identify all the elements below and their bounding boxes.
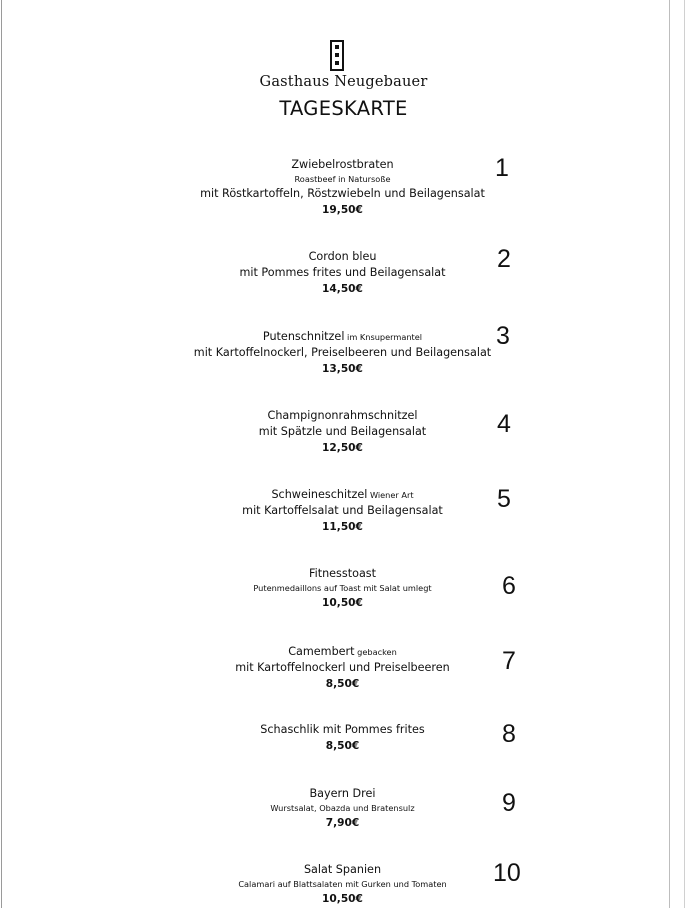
- page-title: TAGESKARTE: [279, 97, 408, 120]
- item-number: 4: [497, 410, 511, 438]
- menu-item-10: [140, 862, 545, 907]
- menu-item-4: [140, 408, 545, 456]
- item-number: 9: [502, 789, 516, 817]
- menu-item-2: [140, 249, 545, 297]
- menu-item-1: [140, 157, 545, 218]
- item-number: 2: [497, 245, 511, 273]
- menu-item-8: [140, 722, 545, 754]
- item-price: 12,50€: [322, 442, 363, 454]
- item-name: Bayern Drei: [309, 787, 376, 800]
- item-note: gebacken: [354, 647, 397, 657]
- item-name: Schweineschitzel: [271, 488, 368, 501]
- item-name-line: [140, 487, 545, 503]
- item-name: Fitnesstoast: [308, 567, 377, 580]
- item-note: Putenmedaillons auf Toast mit Salat umlegt: [253, 583, 432, 593]
- item-price: 13,50€: [322, 363, 363, 375]
- item-number: 8: [502, 720, 516, 748]
- menu-item-6: [140, 566, 545, 611]
- item-number: 7: [502, 647, 516, 675]
- item-number: 6: [502, 572, 516, 600]
- menu-item-9: [140, 786, 545, 831]
- item-name-line: [140, 329, 545, 345]
- item-price: 7,90€: [325, 817, 360, 829]
- item-name: Schaschlik mit Pommes frites: [260, 723, 425, 736]
- menu-item-7: [140, 644, 545, 692]
- item-name: Champignonrahmschnitzel: [267, 409, 418, 422]
- page-border-right-outer: [684, 0, 685, 908]
- item-name: Putenschnitzel: [262, 330, 345, 343]
- item-number: 10: [493, 859, 521, 887]
- item-name: Cordon bleu: [308, 250, 377, 263]
- item-price: 10,50€: [322, 597, 363, 609]
- item-price: 8,50€: [325, 678, 360, 690]
- item-description: mit Röstkartoffeln, Röstzwiebeln und Beilagensalat: [200, 187, 485, 200]
- item-number: 3: [496, 322, 510, 350]
- item-name: Zwiebelrostbraten: [291, 158, 394, 171]
- item-description: mit Pommes frites und Beilagensalat: [239, 266, 446, 279]
- restaurant-name: Gasthaus Neugebauer: [259, 74, 428, 90]
- item-price: 10,50€: [322, 893, 363, 905]
- item-note: Wiener Art: [367, 490, 414, 500]
- item-note: Wurstsalat, Obazda und Bratensulz: [270, 803, 415, 813]
- item-price: 11,50€: [322, 521, 363, 533]
- page-border-left: [1, 0, 2, 908]
- item-description: mit Spätzle und Beilagensalat: [258, 425, 427, 438]
- item-price: 8,50€: [325, 740, 360, 752]
- menu-item-5: [140, 487, 545, 535]
- item-note: Roastbeef in Natursoße: [294, 174, 391, 184]
- page-border-right: [669, 0, 670, 908]
- menu-item-3: [140, 329, 545, 377]
- item-note: Calamari auf Blattsalaten mit Gurken und Tomaten: [238, 879, 447, 889]
- item-name-line: [140, 644, 545, 660]
- item-number: 5: [497, 485, 511, 513]
- item-price: 14,50€: [322, 283, 363, 295]
- item-price: 19,50€: [322, 204, 363, 216]
- item-note: im Knsupermantel: [344, 332, 423, 342]
- item-name: Salat Spanien: [303, 863, 382, 876]
- item-description: mit Kartoffelnockerl und Preiselbeeren: [235, 661, 450, 674]
- item-description: mit Kartoffelnockerl, Preiselbeeren und Beilagensalat: [193, 346, 492, 359]
- item-name: Camembert: [288, 645, 355, 658]
- item-number: 1: [495, 154, 509, 182]
- item-description: mit Kartoffelsalat und Beilagensalat: [242, 504, 443, 517]
- restaurant-logo-icon: [330, 40, 344, 71]
